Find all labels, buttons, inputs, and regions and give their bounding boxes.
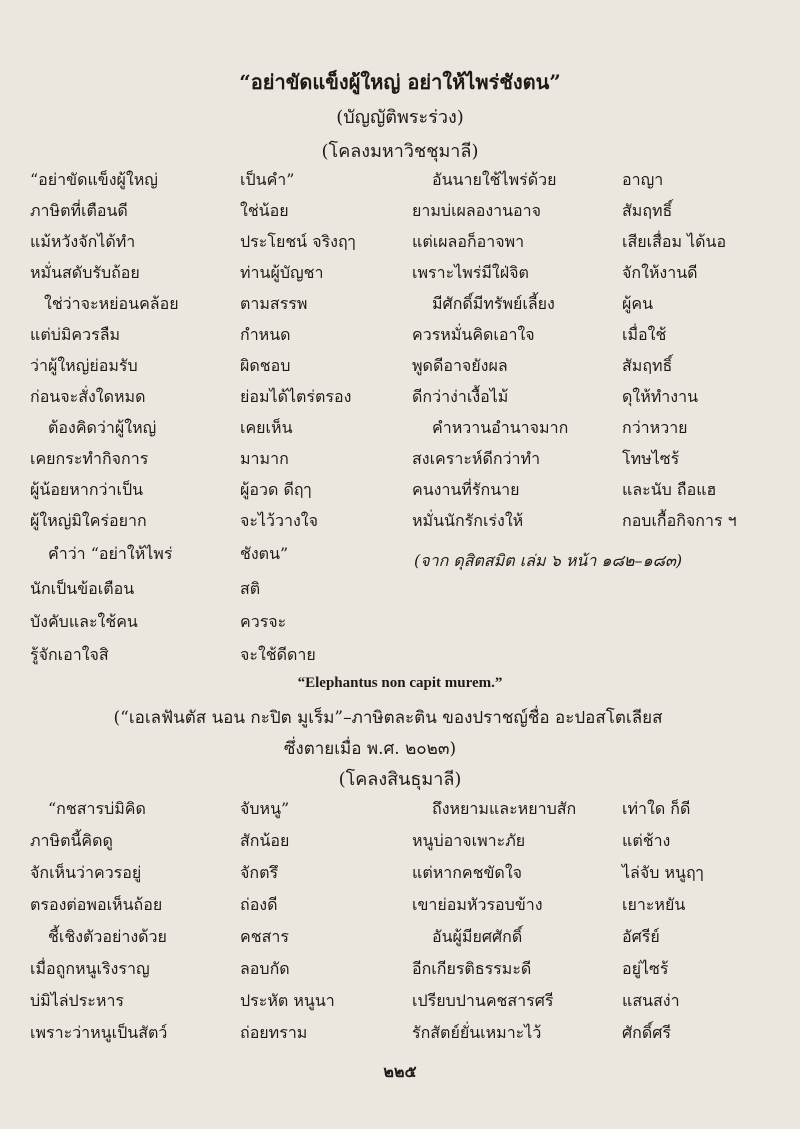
poem2-cell: เท่าใด ก็ดี bbox=[622, 799, 691, 818]
poem2-cell: ตรองต่อพอเห็นถ้อย bbox=[30, 895, 163, 914]
poem1-cell: บังคับและใช้คน bbox=[30, 612, 138, 631]
poem2-row bbox=[0, 1021, 800, 1051]
poem1-cell: และนับ ถือแฮ bbox=[622, 480, 717, 499]
section2-note-line2: ซึ่งตายเมื่อ พ.ศ. ๒๐๒๓) bbox=[283, 739, 457, 759]
poem2-cell: เมื่อถูกหนูเริงราญ bbox=[30, 959, 150, 978]
poem1-cell: ดุให้ทำงาน bbox=[622, 387, 699, 406]
poem1-row bbox=[0, 643, 800, 673]
poem1-cell: ผู้น้อยหากว่าเป็น bbox=[30, 480, 144, 499]
section2-latin-title: “Elephantus non capit murem.” bbox=[297, 675, 503, 691]
poem1-cell: ท่านผู้บัญชา bbox=[240, 263, 324, 282]
poem2-cell: แสนสง่า bbox=[622, 991, 680, 1010]
poem1-cell: กว่าหวาย bbox=[622, 418, 688, 437]
poem1-cell: ผู้ใหญ่มิใคร่อยาก bbox=[30, 511, 147, 530]
poem1-cell: ผู้อวด ดีฤๅ bbox=[240, 480, 312, 499]
poem2-cell: อันผู้มียศศักดิ์ bbox=[432, 927, 523, 946]
poem2-cell: ประหัต หนูนา bbox=[240, 991, 335, 1010]
poem2-cell: เพราะว่าหนูเป็นสัตว์ bbox=[30, 1023, 168, 1042]
poem1-cell: กอบเกื้อกิจการ ฯ bbox=[622, 511, 737, 530]
poem1-row bbox=[0, 416, 800, 446]
poem1-cell: กำหนด bbox=[240, 325, 291, 344]
poem2-cell: จักเห็นว่าควรอยู่ bbox=[30, 863, 142, 882]
poem2-cell: รักสัตย์ยั่นเหมาะไว้ bbox=[412, 1023, 542, 1042]
poem1-cell: คำว่า “อย่าให้ไพร่ bbox=[48, 544, 173, 563]
poem1-row bbox=[0, 199, 800, 229]
source-reference: (จาก ดุสิตสมิต เล่ม ๖ หน้า ๑๘๒–๑๘๓) bbox=[414, 551, 683, 570]
poem1-cell: เคยกระทำกิจการ bbox=[30, 449, 149, 468]
poem1-cell: อาญา bbox=[622, 170, 664, 189]
poem1-cell: สัมฤทธิ์ bbox=[622, 356, 673, 375]
poem1-cell: ใช่ว่าจะหย่อนคล้อย bbox=[44, 294, 179, 313]
poem1-cell: โทษไซร้ bbox=[622, 449, 680, 468]
poem1-row bbox=[0, 385, 800, 415]
poem2-row bbox=[0, 797, 800, 827]
poem1-cell: แต่เผลอก็อาจพา bbox=[412, 232, 525, 251]
poem1-cell: ว่าผู้ใหญ่ย่อมรับ bbox=[30, 356, 138, 375]
poem2-cell: คชสาร bbox=[240, 927, 289, 946]
poem2-cell: จักตรึ bbox=[240, 863, 279, 882]
poem2-cell: อัศรีย์ bbox=[622, 927, 660, 946]
poem2-cell: แต่ช้าง bbox=[622, 831, 671, 850]
poem2-cell: จับหนู” bbox=[240, 799, 290, 818]
poem1-row bbox=[0, 323, 800, 353]
poem2-row bbox=[0, 893, 800, 923]
poem1-cell: เสียเสื่อม ได้นอ bbox=[622, 232, 727, 251]
poem1-cell: ตามสรรพ bbox=[240, 294, 308, 313]
poem1-cell: ควรจะ bbox=[240, 612, 287, 631]
poem1-cell: คำหวานอำนาจมาก bbox=[432, 418, 569, 437]
poem1-cell: ก่อนจะสั่งใดหมด bbox=[30, 387, 146, 406]
poem2-cell: สักน้อย bbox=[240, 831, 290, 850]
poem1-row bbox=[0, 478, 800, 508]
poem2-row bbox=[0, 829, 800, 859]
poem1-cell: คนงานที่รักนาย bbox=[412, 480, 520, 499]
section1-meter: (โคลงมหาวิชชุมาลี) bbox=[321, 141, 479, 162]
poem1-cell: จักให้งานดี bbox=[622, 263, 698, 282]
poem1-cell: เมื่อใช้ bbox=[622, 325, 667, 344]
poem1-cell: “อย่าขัดแข็งผู้ใหญ่ bbox=[30, 170, 158, 189]
poem1-cell: จะไว้วางใจ bbox=[240, 511, 318, 530]
poem2-row bbox=[0, 957, 800, 987]
poem1-row bbox=[0, 261, 800, 291]
poem1-cell: มามาก bbox=[240, 449, 289, 468]
poem2-row bbox=[0, 989, 800, 1019]
poem2-cell: ถึงหยามและหยาบสัก bbox=[432, 799, 577, 818]
poem1-cell: มีศักดิ์มีทรัพย์เลี้ยง bbox=[432, 294, 555, 313]
poem2-cell: อีกเกียรติธรรมะดี bbox=[412, 959, 532, 978]
poem1-cell: จะใช้ดีดาย bbox=[240, 645, 316, 664]
page-number: ๒๒๕ bbox=[383, 1062, 417, 1081]
poem1-row bbox=[0, 577, 800, 607]
poem1-row bbox=[0, 168, 800, 198]
poem2-cell: ไล่จับ หนูฤๅ bbox=[622, 863, 704, 882]
poem1-cell: สงเคราะห์ดีกว่าทำ bbox=[412, 449, 541, 468]
poem1-cell: แต่บ่มิควรลืม bbox=[30, 325, 121, 344]
poem2-cell: ถ่อยทราม bbox=[240, 1023, 308, 1042]
poem1-row bbox=[0, 509, 800, 539]
poem1-cell: ชังตน” bbox=[240, 544, 289, 563]
poem1-cell: ผู้คน bbox=[622, 294, 654, 313]
poem2-cell: บ่มิไล่ประหาร bbox=[30, 991, 125, 1010]
poem2-cell: ถ่องดี bbox=[240, 895, 278, 914]
poem1-cell: ภาษิตที่เตือนดี bbox=[30, 201, 128, 220]
poem1-cell: ควรหมั่นคิดเอาใจ bbox=[412, 325, 535, 344]
section1-subtitle: (บัญญัติพระร่วง) bbox=[336, 107, 464, 128]
poem1-cell: หมั่นสดับรับถ้อย bbox=[30, 263, 140, 282]
poem1-row bbox=[0, 610, 800, 640]
poem2-cell: อยู่ไซร้ bbox=[622, 959, 669, 978]
poem1-cell: ยามบ่เผลองานอาจ bbox=[412, 201, 542, 220]
poem2-cell: ศักดิ์ศรี bbox=[622, 1023, 671, 1042]
section1-title: “อย่าขัดแข็งผู้ใหญ่ อย่าให้ไพร่ชังตน” bbox=[239, 70, 561, 94]
section2-meter: (โคลงสินธุมาลี) bbox=[338, 769, 462, 790]
poem1-cell: พูดดีอาจยังผล bbox=[412, 356, 508, 375]
poem1-cell: ดีกว่าง่าเงื้อไม้ bbox=[412, 387, 509, 406]
poem1-cell: ย่อมได้ไตร่ตรอง bbox=[240, 387, 352, 406]
poem2-cell: เยาะหยัน bbox=[622, 895, 686, 914]
poem2-cell: แต่หากคชขัดใจ bbox=[412, 863, 522, 882]
poem1-cell: อันนายใช้ไพร่ด้วย bbox=[432, 170, 557, 189]
poem1-cell: ผิดชอบ bbox=[240, 356, 291, 375]
poem1-cell: นักเป็นข้อเตือน bbox=[30, 579, 135, 598]
poem2-cell: เปรียบปานคชสารศรี bbox=[412, 991, 554, 1010]
poem1-cell: เคยเห็น bbox=[240, 418, 293, 437]
poem1-row bbox=[0, 447, 800, 477]
section2-note-line1: (“เอเลฟันตัส นอน กะปิต มูเร็ม”–ภาษิตละติน ของปราชญ์ชื่อ อะปอสโตเลียส bbox=[113, 708, 663, 728]
poem1-cell: ประโยชน์ จริงฤๅ bbox=[240, 232, 356, 251]
poem2-cell: หนูบ่อาจเพาะภัย bbox=[412, 831, 526, 850]
poem1-cell: ต้องคิดว่าผู้ใหญ่ bbox=[48, 418, 157, 437]
poem1-cell: ใช่น้อย bbox=[240, 201, 289, 220]
poem2-row bbox=[0, 925, 800, 955]
poem2-cell: “กชสารบ่มิคิด bbox=[48, 799, 146, 818]
poem1-cell: เพราะไพร่มีใฝ่จิต bbox=[412, 263, 529, 282]
poem1-cell: เป็นคำ” bbox=[240, 170, 295, 189]
poem1-row bbox=[0, 230, 800, 260]
poem1-cell: รู้จักเอาใจสิ bbox=[30, 645, 109, 664]
poem1-cell: สติ bbox=[240, 579, 261, 598]
poem2-cell: ภาษิตนี้คิดดู bbox=[30, 831, 113, 850]
poem2-row bbox=[0, 861, 800, 891]
poem1-cell: สัมฤทธิ์ bbox=[622, 201, 673, 220]
poem1-row bbox=[0, 292, 800, 322]
poem1-row bbox=[0, 354, 800, 384]
poem2-cell: เขาย่อมหัวรอบข้าง bbox=[412, 895, 543, 914]
poem1-cell: หมั่นนักรักเร่งให้ bbox=[412, 511, 524, 530]
poem2-cell: ชี้เชิงตัวอย่างด้วย bbox=[48, 927, 167, 946]
poem1-cell: แม้หวังจักได้ทำ bbox=[30, 232, 136, 251]
poem2-cell: ลอบกัด bbox=[240, 959, 290, 978]
